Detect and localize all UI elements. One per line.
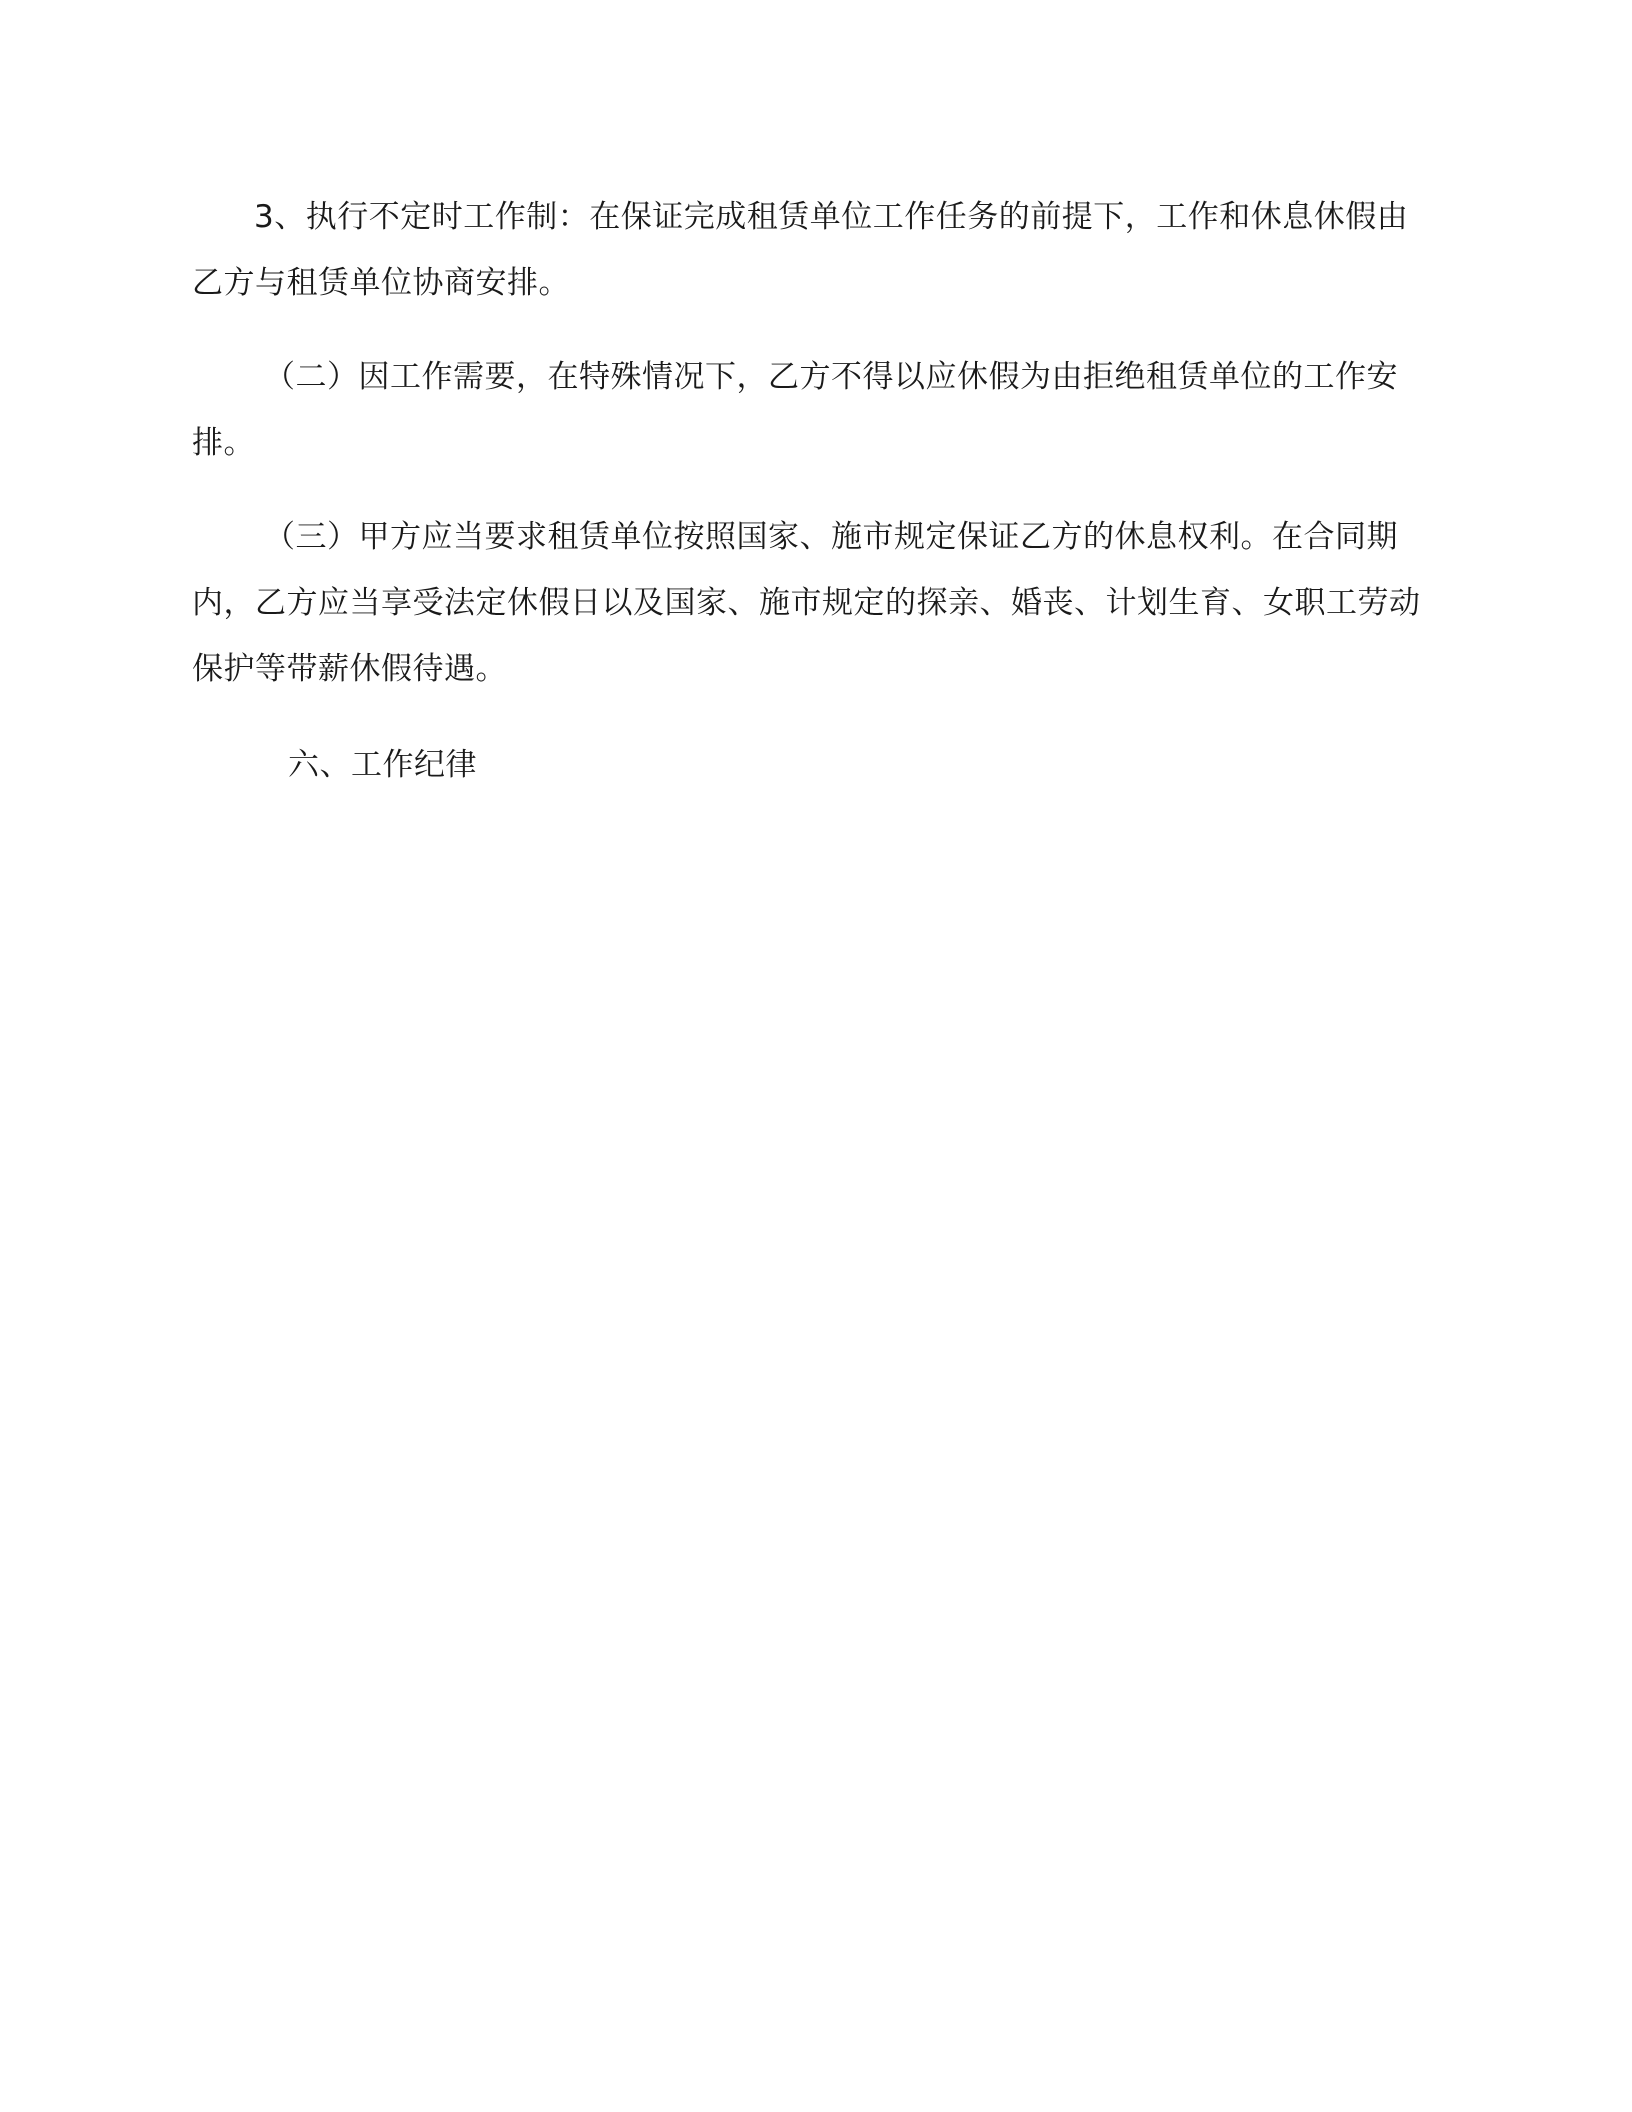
paragraph-flexible-work-system: 3、执行不定时工作制：在保证完成租赁单位工作任务的前提下，工作和休息休假由乙方与租赁单位协商安排。 xyxy=(192,199,1409,301)
paragraph-rest-rights: （三）甲方应当要求租赁单位按照国家、施市规定保证乙方的休息权利。在合同期内，乙方应当享受法定休假日以及国家、施市规定的探亲、婚丧、计划生育、女职工劳动保护等带薪休假待遇。 xyxy=(192,519,1421,687)
document-body xyxy=(192,184,1428,798)
section-heading-work-discipline: 六、工作纪律 xyxy=(288,747,477,783)
paragraph-work-needs: （二）因工作需要，在特殊情况下，乙方不得以应休假为由拒绝租赁单位的工作安排。 xyxy=(192,359,1398,461)
